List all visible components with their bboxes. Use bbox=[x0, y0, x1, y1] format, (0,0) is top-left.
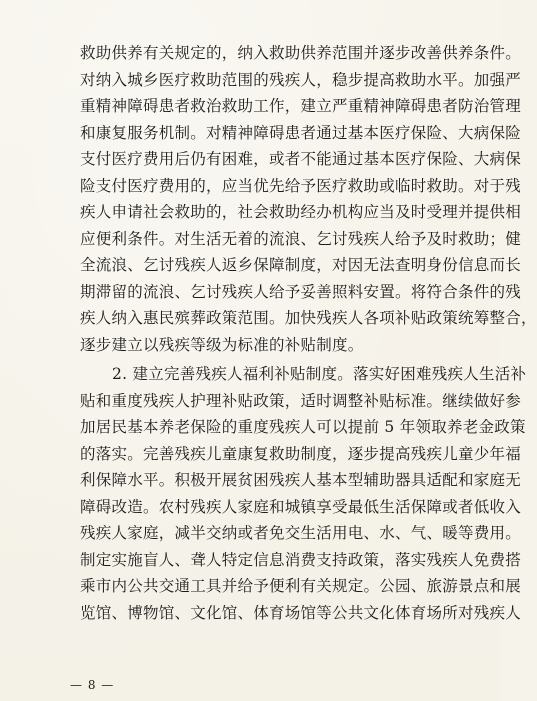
text-line: 期滞留的流浪、乞讨残疾人给予妥善照料安置。将符合条件的残 bbox=[80, 282, 522, 301]
text-line: 制定实施盲人、聋人特定信息消费支持政策，落实残疾人免费搭 bbox=[80, 550, 522, 569]
text-line: 贴和重度残疾人护理补贴政策，适时调整补贴标准。继续做好参 bbox=[80, 391, 522, 410]
text-line: 残疾人家庭，减半交纳或者免交生活用电、水、气、暖等费用。 bbox=[80, 524, 522, 542]
text-line: 疾人申请社会救助的，社会救助经办机构应当及时受理并提供相 bbox=[80, 203, 522, 221]
text-line: 重精神障碍患者救治救助工作，建立严重精神障碍患者防治管理 bbox=[80, 97, 522, 115]
text-line: 乘市内公共交通工具并给予便利有关规定。公园、旅游景点和展 bbox=[80, 577, 522, 595]
text-line: 逐步建立以残疾等级为标准的补贴制度。 bbox=[80, 335, 364, 354]
text-line: 2. 建立完善残疾人福利补贴制度。落实好困难残疾人生活补 bbox=[112, 365, 527, 383]
text-line: 应便利条件。对生活无着的流浪、乞讨残疾人给予及时救助；健 bbox=[80, 229, 522, 248]
page-number: — 8 — bbox=[70, 678, 115, 692]
text-line: 和康复服务机制。对精神障碍患者通过基本医疗保险、大病保险 bbox=[80, 123, 522, 142]
text-line: 对纳入城乡医疗救助范围的残疾人，稳步提高救助水平。加强严 bbox=[80, 70, 522, 89]
text-line: 览馆、博物馆、文化馆、体育场馆等公共文化体育场所对残疾人 bbox=[80, 603, 522, 622]
text-line: 救助供养有关规定的，纳入救助供养范围并逐步改善供养条件。 bbox=[80, 44, 522, 62]
body-text bbox=[80, 40, 537, 626]
text-line: 险支付医疗费用的，应当优先给予医疗救助或临时救助。对于残 bbox=[80, 176, 522, 195]
text-line: 障碍改造。农村残疾人家庭和城镇享受最低生活保障或者低收入 bbox=[80, 497, 522, 516]
text-line: 疾人纳入惠民殡葬政策范围。加快残疾人各项补贴政策统筹整合， bbox=[80, 309, 537, 327]
text-line: 支付医疗费用后仍有困难，或者不能通过基本医疗保险、大病保 bbox=[80, 150, 522, 168]
text-line: 的落实。完善残疾儿童康复救助制度，逐步提高残疾儿童少年福 bbox=[80, 444, 522, 463]
text-line: 全流浪、乞讨残疾人返乡保障制度，对因无法查明身份信息而长 bbox=[80, 256, 522, 274]
text-line: 利保障水平。积极开展贫困残疾人基本型辅助器具适配和家庭无 bbox=[80, 471, 522, 489]
text-line: 加居民基本养老保险的重度残疾人可以提前 5 年领取养老金政策 bbox=[80, 418, 526, 436]
